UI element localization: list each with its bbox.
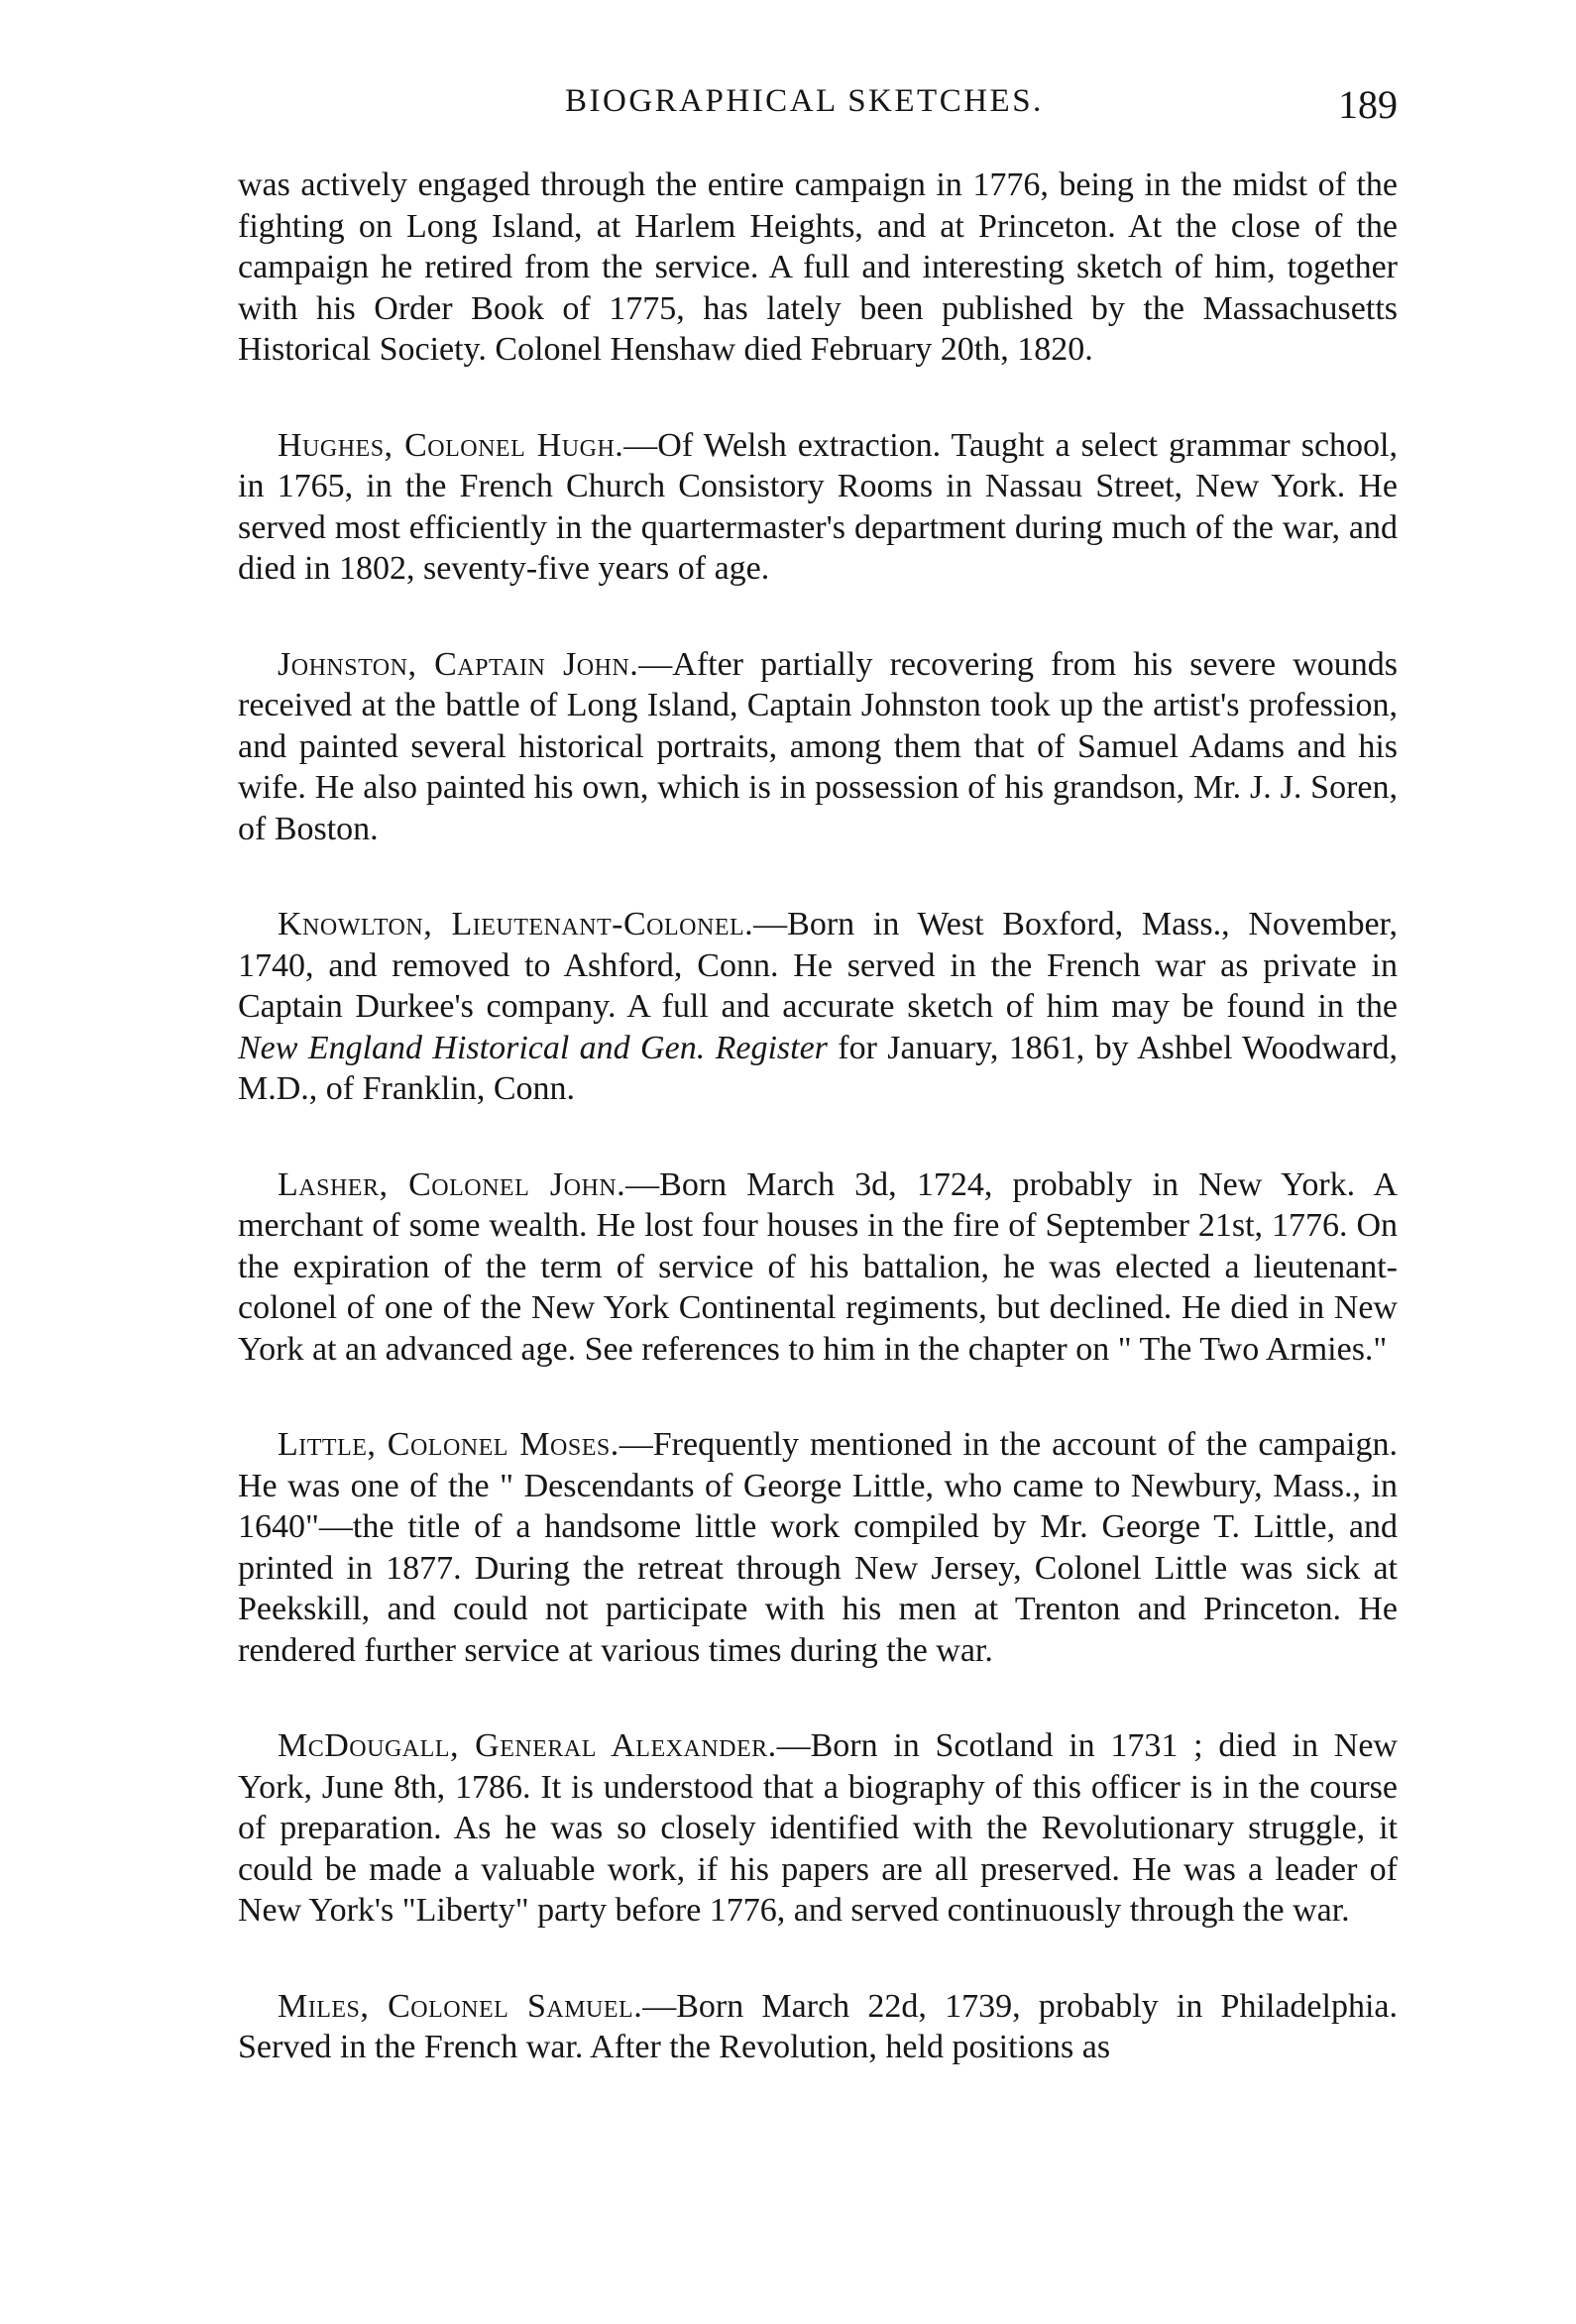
page-number: 189: [1338, 82, 1398, 127]
entry-name: Lasher, Colonel John.: [278, 1165, 626, 1203]
entry-little: [238, 1424, 1398, 1671]
entry-text: —Frequently mentioned in the account of the campaign. He was one of the " Descendants of George Little, who came to Newbury, Mass., in 1640"—the title of a handsome little work compiled by Mr. George T. Little, and printed in 1877. During the retreat through New Jersey, Colonel Little was sick at Peekskill, and could not participate with his men at Trenton and Princeton. He rendered further service at various times during the war.: [238, 1426, 1398, 1669]
running-head-title: BIOGRAPHICAL SKETCHES.: [565, 83, 1044, 119]
entry-text: —Born in West Boxford, Mass., November, 1740, and removed to Ashford, Conn. He served in the French war as private in Captain Durkee's company. A full and accurate sketch of him may be found in the: [238, 906, 1398, 1025]
entry-henshaw-continued: [238, 165, 1398, 371]
entry-johnston: [238, 644, 1398, 850]
entry-text: —Born March 3d, 1724, probably in New York. A merchant of some wealth. He lost four houses in the fire of September 21st, 1776. On the expiration of the term of service of his battalion, he was elected a lieutenant-colonel of one of the New York Continental regiments, but declined. He died in New York at an advanced age. See references to him in the chapter on " The Two Armies.": [238, 1165, 1398, 1368]
entry-text: —Of Welsh extraction. Taught a select grammar school, in 1765, in the French Church Consistory Rooms in Nassau Street, New York. He served most efficiently in the quartermaster's department during much of the war, and died in 1802, seventy-five years of age.: [238, 426, 1399, 587]
entry-text: was actively engaged through the entire campaign in 1776, being in the midst of the fighting on Long Island, at Harlem Heights, and at Princeton. At the close of the campaign he retired from the service. A full and interesting sketch of him, together with his Order Book of 1775, has lately been published by the Massachusetts Historical Society. Colonel Henshaw died February 20th, 1820.: [238, 166, 1398, 368]
entry-miles: [238, 1986, 1398, 2068]
entry-name: Knowlton, Lieutenant-Colonel.: [278, 906, 754, 942]
entry-name: Hughes, Colonel Hugh.: [278, 426, 624, 464]
entry-text: —Born in Scotland in 1731 ; died in New York, June 8th, 1786. It is understood that a biography of this officer is in the course of preparation. As he was so closely identified with the Revolutionary struggle, it could be made a valuable work, if his papers are all preserved. He was a leader of New York's "Liberty" party before 1776, and served continuously through the war.: [238, 1727, 1398, 1929]
entry-name: Little, Colonel Moses.: [278, 1426, 619, 1463]
page-body: [238, 165, 1398, 2123]
journal-title: New England Historical and Gen. Register: [238, 1029, 828, 1066]
running-head: [238, 83, 1398, 133]
entry-mcdougall: [238, 1725, 1398, 1932]
entry-hughes: [238, 425, 1398, 590]
entry-text: —After partially recovering from his severe wounds received at the battle of Long Island, Captain Johnston took up the artist's profession, and painted several historical portraits, among them that of Samuel Adams and his wife. He also painted his own, which is in possession of his grandson, Mr. J. J. Soren, of Boston.: [238, 645, 1398, 847]
entry-lasher: [238, 1164, 1398, 1371]
entry-text: —Born March 22d, 1739, probably in Philadelphia. Served in the French war. After the Revolution, held positions as: [238, 1987, 1399, 2065]
entry-text-end: for January, 1861, by Ashbel Woodward, M.D., of Franklin, Conn.: [238, 1029, 1398, 1107]
entry-name: McDougall, General Alexander.: [278, 1727, 777, 1764]
entry-knowlton: [238, 904, 1398, 1110]
entry-name: Miles, Colonel Samuel.: [278, 1987, 643, 2025]
entry-name: Johnston, Captain John.: [278, 645, 639, 683]
